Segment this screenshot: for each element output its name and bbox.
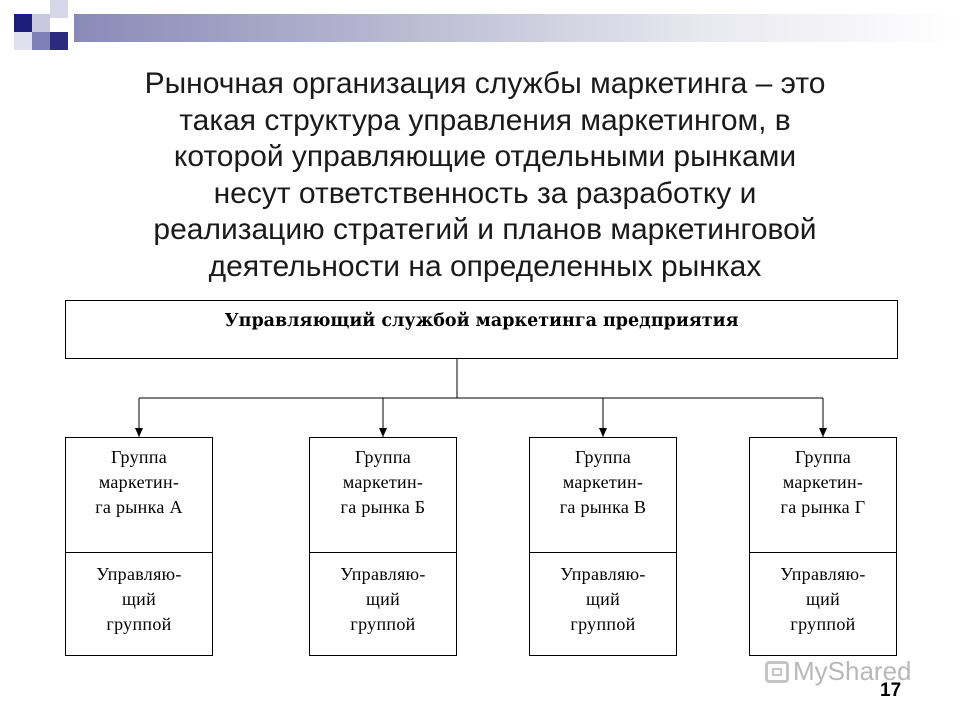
group-manager-line: щий <box>365 589 401 609</box>
group-title-line: га рынка А <box>95 497 183 517</box>
presentation-icon <box>765 661 789 683</box>
title-line: реализацию стратегий и планов маркетинговой <box>153 213 817 246</box>
group-manager-line: Управляю- <box>560 564 646 584</box>
manager-label: Управляющий службой маркетинга предприятия <box>224 311 739 331</box>
group-manager-line: щий <box>121 589 157 609</box>
group-title-line: Группа <box>110 447 168 467</box>
group-manager <box>310 553 456 655</box>
title-line: несут ответственность за разработку и <box>213 176 757 210</box>
title-line: такая структура управления маркетингом, в <box>179 103 791 137</box>
title-line: деятельности на определенных рынках <box>208 249 762 283</box>
manager-box <box>65 300 898 359</box>
market-group-d <box>749 437 897 656</box>
group-manager-line: Управляю- <box>340 564 426 584</box>
arrowhead-c <box>599 428 607 437</box>
watermark-text: MyShared <box>793 656 912 686</box>
title-line: которой управляющие отдельными рынками <box>173 140 797 173</box>
group-manager <box>66 553 212 655</box>
group-title-line: маркетин- <box>782 472 864 492</box>
group-title-line: маркетин- <box>562 472 644 492</box>
group-manager-line: группой <box>570 614 636 634</box>
arrowhead-b <box>379 428 387 437</box>
group-title-line: га рынка Б <box>340 497 426 517</box>
arrowhead-d <box>819 428 827 437</box>
group-title-line: га рынка Г <box>780 497 866 517</box>
group-title-line: Группа <box>354 447 412 467</box>
group-manager-line: группой <box>790 614 856 634</box>
market-group-a <box>65 437 213 656</box>
group-manager <box>750 553 896 655</box>
group-manager-line: щий <box>805 589 841 609</box>
group-manager-line: Управляю- <box>780 564 866 584</box>
group-manager-line: группой <box>350 614 416 634</box>
group-manager-line: щий <box>585 589 621 609</box>
group-title-line: маркетин- <box>342 472 424 492</box>
group-title-line: Группа <box>574 447 632 467</box>
group-title-line: га рынка В <box>559 497 647 517</box>
market-group-c <box>529 437 677 656</box>
group-title <box>750 438 896 553</box>
group-manager-line: группой <box>106 614 172 634</box>
group-title-line: Группа <box>794 447 852 467</box>
group-title-line: маркетин- <box>98 472 180 492</box>
group-title <box>310 438 456 553</box>
group-title <box>530 438 676 553</box>
arrowhead-a <box>135 428 143 437</box>
market-group-b <box>309 437 457 656</box>
page-number: 17 <box>880 680 902 701</box>
group-title <box>66 438 212 553</box>
title-line: Рыночная организация службы маркетинга – это <box>144 67 826 100</box>
group-manager-line: Управляю- <box>96 564 182 584</box>
group-manager <box>530 553 676 655</box>
